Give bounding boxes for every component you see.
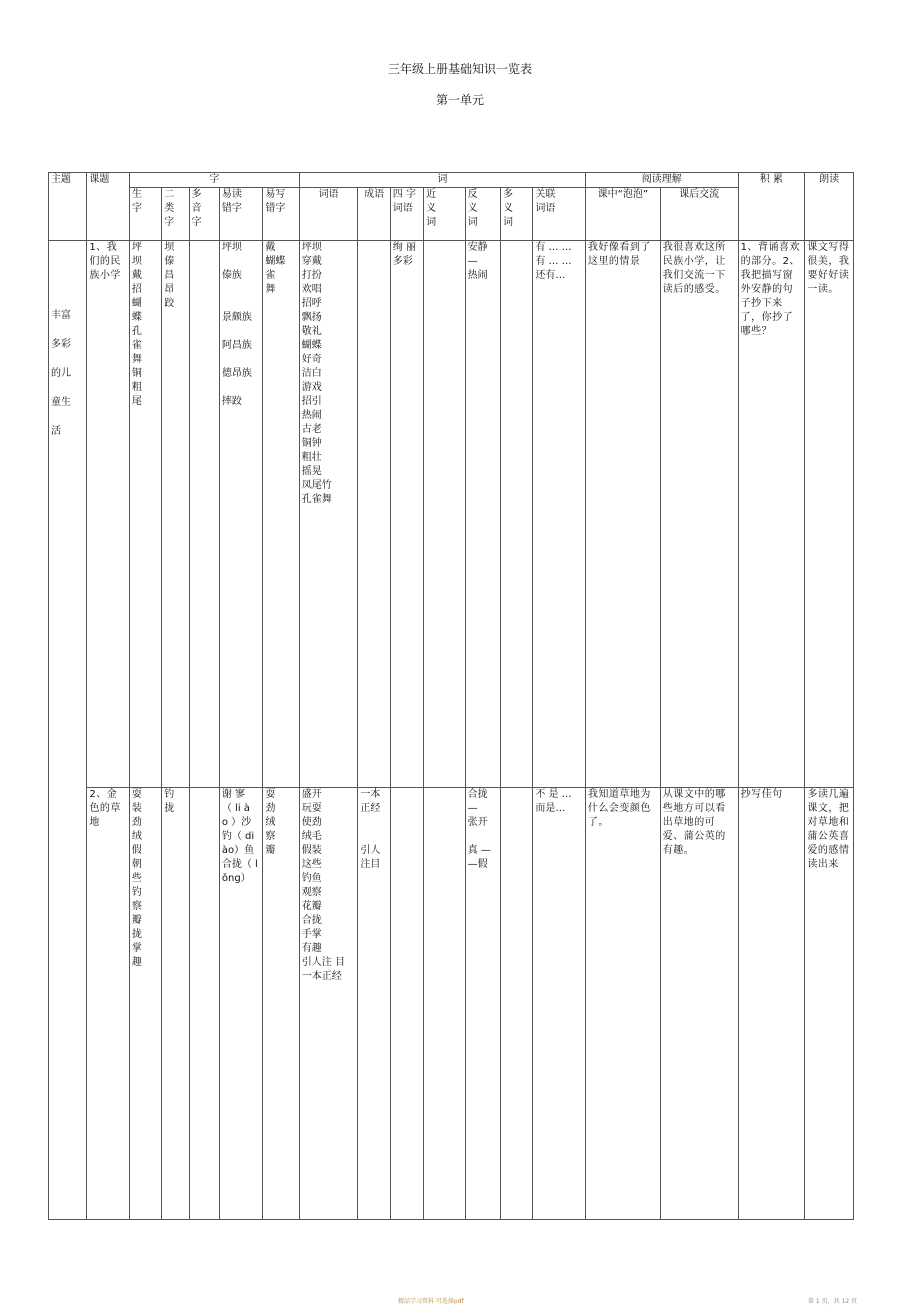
theme-text: 丰富 多彩 的儿 童生 活: [51, 310, 71, 437]
paopao-cell: 我好像看到了这里的情景: [585, 241, 660, 788]
theme-cell: [49, 241, 87, 1220]
ciyu-cell: 坪坝 穿戴 打扮 欢唱 招呼 飘扬 敬礼 蝴蝶 好奇 洁白 游戏 招引 热闹 古老 铜钟 粗壮 摇晃 凤尾竹 孔雀舞: [299, 241, 358, 788]
header-lesson: 课题: [87, 173, 129, 241]
jinyi-cell: [424, 241, 465, 788]
header-row-main: [49, 173, 854, 188]
kehou-cell: 我很喜欢这所民族小学，让我们交流一下读后的感受。: [660, 241, 738, 788]
erleizi-cell: 钓 拢: [162, 788, 189, 1220]
header-theme: 主题: [49, 173, 87, 241]
header-ci: 词: [299, 173, 585, 188]
shengzi-cell: 耍 装 劲 绒 假 朝 些 钓 察 瓣 拢 掌 趣: [129, 788, 161, 1220]
header-sizi: 四 字 词语: [390, 188, 423, 241]
accumulate-cell: 抄写佳句: [738, 788, 805, 1220]
read-aloud-cell: 课文写得很美，我要好好读一读。: [805, 241, 854, 788]
chengyu-cell: 一本 正经 引人 注目: [358, 788, 390, 1220]
header-paopao: 课中“泡泡”: [585, 188, 660, 241]
guanlian-cell: 不 是 … 而是…: [533, 788, 586, 1220]
sizi-cell: [390, 788, 423, 1220]
chengyu-cell: [358, 241, 390, 788]
duoyi-cell: [500, 241, 532, 788]
paopao-cell: 我知道草地为什么会变颜色了。: [585, 788, 660, 1220]
header-fanyi: 反 义 词: [465, 188, 500, 241]
header-accumulate: 积 累: [738, 173, 805, 241]
sizi-cell: 绚 丽 多彩: [390, 241, 423, 788]
header-ciyu: 词语: [299, 188, 358, 241]
header-duoyi: 多 义 词: [500, 188, 532, 241]
footer-page-number: 第 1 页，共 12 页: [808, 1298, 858, 1305]
header-chengyu: 成语: [358, 188, 390, 241]
header-reading: 阅读理解: [585, 173, 738, 188]
header-duoyinzi: 多 音 字: [189, 188, 219, 241]
duoyinzi-cell: [189, 241, 219, 788]
yiducuozi-cell: 谢 寥 （ li à o ）沙 钓（ di ào）鱼 合拢（ l ǒng）: [219, 788, 262, 1220]
table-row: [49, 788, 854, 1220]
header-guanlian: 关联 词语: [533, 188, 586, 241]
yiducuozi-cell: 坪坝 傣族 景颇族 阿昌族 德昂族 摔跤: [219, 241, 262, 788]
header-jinyi: 近 义 词: [424, 188, 465, 241]
duoyi-cell: [500, 788, 532, 1220]
accumulate-cell: 1、背诵喜欢的部分。2、我把描写窗外安静的句子抄下来了，你抄了哪些？: [738, 241, 805, 788]
guanlian-cell: 有 … … 有 … … 还有…: [533, 241, 586, 788]
header-read-aloud: 朗读: [805, 173, 854, 241]
shengzi-cell: 坪 坝 戴 招 蝴 蝶 孔 雀 舞 铜 粗 尾: [129, 241, 161, 788]
knowledge-table: [48, 172, 854, 1220]
header-erleizi: 二 类 字: [162, 188, 189, 241]
yixiecuozi-cell: 戴 蝴蝶 雀 舞: [263, 241, 299, 788]
lesson-cell: 2、金色的草地: [87, 788, 129, 1220]
unit-subtitle: 第一单元: [435, 93, 484, 107]
footer-watermark: 精品学习资料 可选择pdf: [398, 1298, 464, 1305]
duoyinzi-cell: [189, 788, 219, 1220]
jinyi-cell: [424, 788, 465, 1220]
kehou-cell: 从课文中的哪些地方可以看出草地的可爱、蒲公英的有趣。: [660, 788, 738, 1220]
header-shengzi: 生 字: [129, 188, 161, 241]
table-row: [49, 241, 854, 788]
ciyu-cell: 盛开 玩耍 使劲 绒毛 假装 这些 钓鱼 观察 花瓣 合拢 手掌 有趣 引人注 目 一本正经: [299, 788, 358, 1220]
header-yiducuozi: 易读 错字: [219, 188, 262, 241]
erleizi-cell: 坝 傣 昌 昂 跤: [162, 241, 189, 788]
header-zi: 字: [129, 173, 299, 188]
page-title: 三年级上册基础知识一览表: [387, 62, 532, 76]
read-aloud-cell: 多读几遍课文，把对草地和蒲公英喜爱的感情读出来: [805, 788, 854, 1220]
lesson-cell: 1、我们的民族小学: [87, 241, 129, 788]
header-kehou: 课后交流: [660, 188, 738, 241]
fanyi-cell: 合拢 — 张开 真 — —假: [465, 788, 500, 1220]
header-row-sub: [49, 188, 854, 241]
yixiecuozi-cell: 耍 劲 绒 察 瓣: [263, 788, 299, 1220]
fanyi-cell: 安静 — 热闹: [465, 241, 500, 788]
header-yixiecuozi: 易写 错字: [263, 188, 299, 241]
